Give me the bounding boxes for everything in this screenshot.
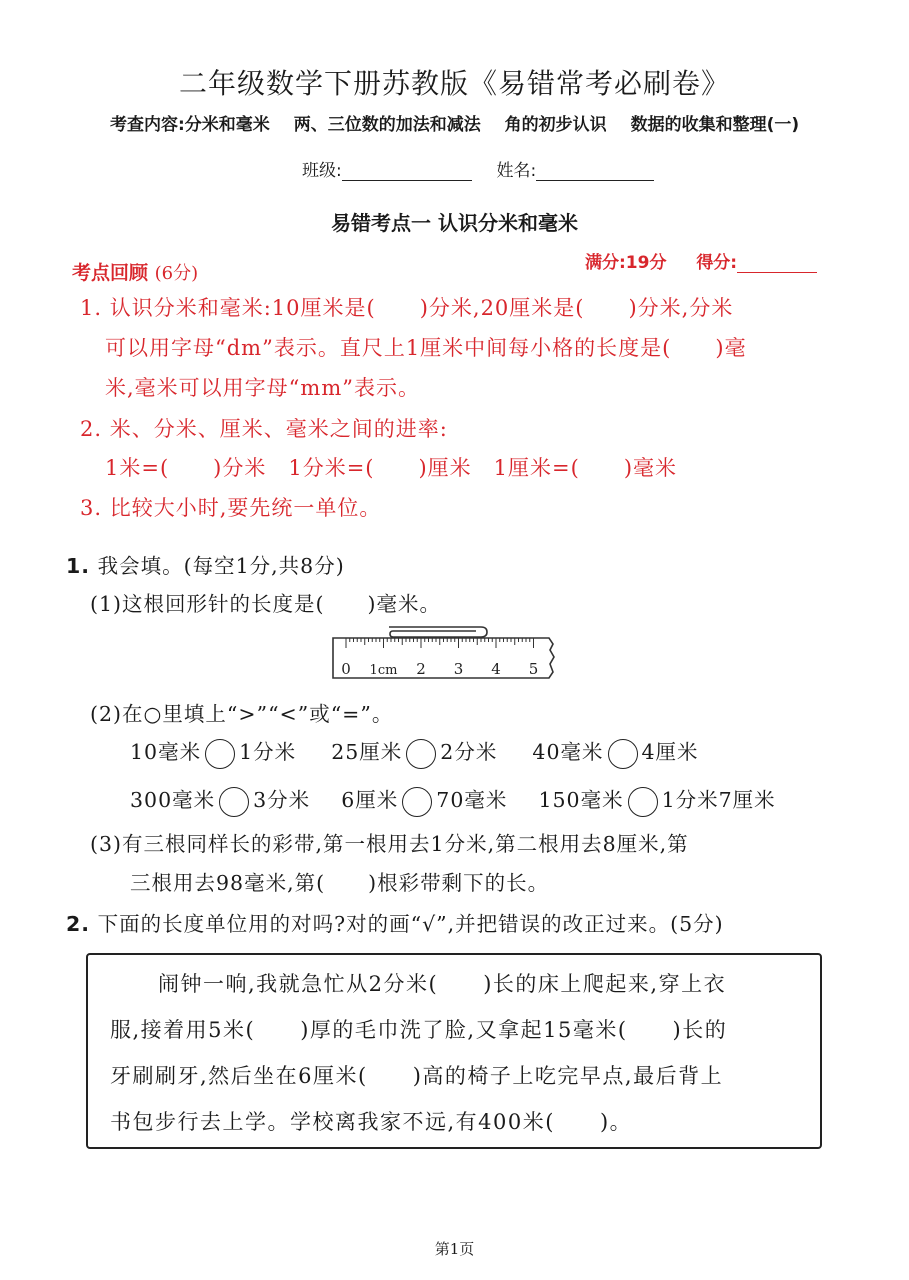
review-heading [72,258,198,285]
compare-circle[interactable] [205,739,235,769]
compare-circle[interactable] [628,787,658,817]
ruler-label: 2 [416,660,426,678]
subtitle-item: 角的初步认识 [504,115,607,135]
full-score: 满分:19分 [585,253,667,273]
review-line: 1. 认识分米和毫米:10厘米是( )分米,20厘米是( )分米,分米 [80,296,734,320]
compare-right: 3分米 [253,788,311,812]
compare-left: 150毫米 [538,788,624,812]
question-1-part-2: (2)在○里填上“>”“<”或“=”。 [90,702,394,726]
review-heading-text: 考点回顾 [72,262,149,284]
ruler-label: 5 [528,660,539,678]
review-line: 1米=( )分米 1分米=( )厘米 1厘米=( )毫米 [105,456,678,480]
compare-right: 70毫米 [436,788,508,812]
review-points: (6分) [154,263,199,284]
compare-left: 40毫米 [532,740,604,764]
review-line: 3. 比较大小时,要先统一单位。 [80,496,382,520]
score-label: 得分: [696,253,738,273]
subtitle [110,110,817,135]
compare-right: 4厘米 [641,740,699,764]
paperclip-icon [389,627,487,637]
question-1-part-1: (1)这根回形针的长度是( )毫米。 [90,592,442,616]
compare-circle[interactable] [608,739,638,769]
story-line: 服,接着用5米( )厚的毛巾洗了脸,又拿起15毫米( )长的 [110,1018,728,1042]
page-number: 第1页 [434,1240,475,1258]
class-field[interactable] [342,162,472,181]
score-line [585,248,817,273]
compare-left: 25厘米 [331,740,403,764]
ruler-label: 4 [491,660,501,678]
compare-row [130,735,699,769]
question-1-part-3-cont: 三根用去98毫米,第( )根彩带剩下的长。 [130,871,550,895]
page-title: 二年级数学下册苏教版《易错常考必刷卷》 [178,67,730,100]
name-label: 姓名: [496,161,537,181]
question-1-part-3: (3)有三根同样长的彩带,第一根用去1分米,第二根用去8厘米,第 [90,832,689,856]
compare-circle[interactable] [402,787,432,817]
score-field[interactable] [737,254,817,273]
question-text: 下面的长度单位用的对吗?对的画“√”,并把错误的改正过来。(5分) [97,912,724,936]
ruler-body [333,638,554,678]
question-1-heading [66,549,345,579]
review-line: 2. 米、分米、厘米、毫米之间的进率: [80,417,448,441]
review-line: 可以用字母“dm”表示。直尺上1厘米中间每小格的长度是( )毫 [105,336,747,360]
subtitle-item: 考查内容:分米和毫米 [110,115,270,135]
compare-circle[interactable] [219,787,249,817]
question-text: 我会填。(每空1分,共8分) [97,554,345,578]
subtitle-item: 两、三位数的加法和减法 [293,115,481,135]
compare-right: 1分米7厘米 [661,788,776,812]
class-label: 班级: [302,161,342,181]
review-line: 米,毫米可以用字母“mm”表示。 [105,376,420,400]
story-line: 闹钟一响,我就急忙从2分米( )长的床上爬起来,穿上衣 [158,972,727,996]
ruler-label: 0 [341,660,351,678]
question-number: 2. [66,912,91,936]
compare-left: 6厘米 [341,788,399,812]
compare-circle[interactable] [406,739,436,769]
ruler-label: 3 [453,660,464,678]
section-title: 易错考点一 认识分米和毫米 [331,211,578,235]
story-line: 牙刷刷牙,然后坐在6厘米( )高的椅子上吃完早点,最后背上 [110,1064,724,1088]
compare-left: 300毫米 [130,788,216,812]
compare-row [130,783,776,817]
compare-right: 1分米 [239,740,297,764]
story-line: 书包步行去上学。学校离我家不远,有400米( )。 [110,1110,633,1134]
compare-right: 2分米 [440,740,498,764]
question-number: 1. [66,554,91,578]
ruler-with-paperclip [331,622,557,682]
class-name-line [302,156,654,181]
ruler-label: 1cm [369,663,398,678]
subtitle-item: 数据的收集和整理(一) [630,115,800,135]
compare-left: 10毫米 [130,740,202,764]
name-field[interactable] [536,162,654,181]
question-2-heading [66,907,724,937]
